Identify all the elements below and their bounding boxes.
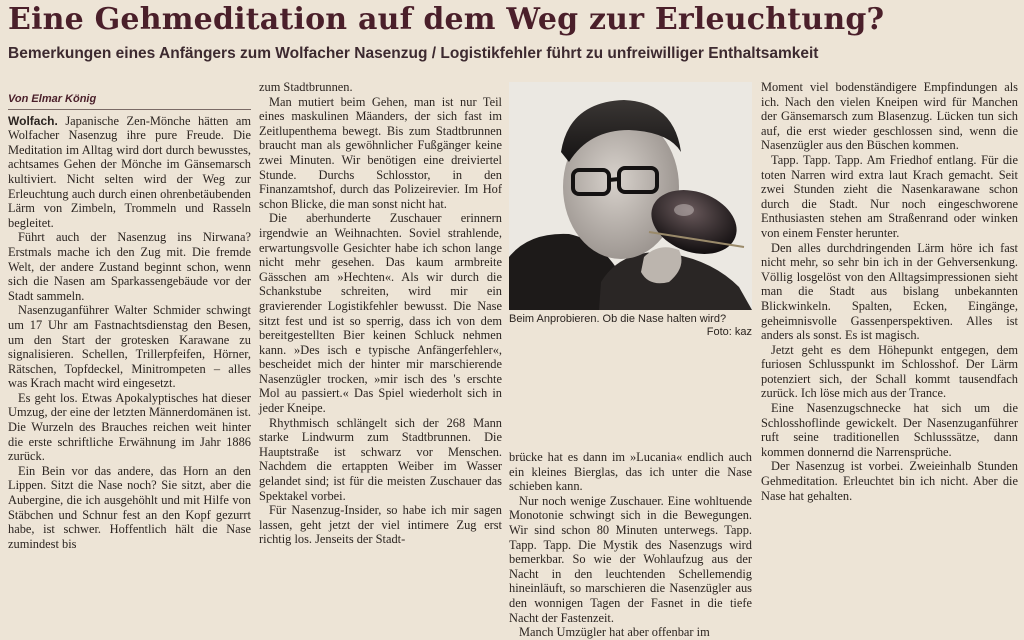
column-2 bbox=[259, 80, 502, 547]
paragraph: Es geht los. Etwas Apokalyptisches hat dieser Umzug, der eine der letzten Männerdomänen ist. Die Wurzeln des Brauches reichen weit hinter die erste schriftliche Erwähnung im Jahr 1886 zurück. bbox=[8, 390, 251, 464]
photo-caption-block bbox=[509, 313, 752, 339]
paragraph: Eine Nasenzugschnecke hat sich um die Schlosshoflinde gewickelt. Der Nasenzuganführer ruft seine traditionellen Schlusssätze, dann kommen donnernd die Narrensprüche. bbox=[761, 401, 1018, 459]
subheadline: Bemerkungen eines Anfängers zum Wolfacher Nasenzug / Logistikfehler führt zu unfreiwilliger Enthaltsamkeit bbox=[8, 45, 819, 62]
photo-caption: Beim Anprobieren. Ob die Nase halten wird? bbox=[509, 313, 727, 325]
column-1 bbox=[8, 92, 251, 551]
paragraph: Den alles durchdringenden Lärm höre ich fast nicht mehr, so sehr bin ich in der Gehversenkung. Völlig losgelöst von den Alltagsimpressionen sieht man die Stadt aus bislang unbekannten Blickwinkeln. Spalten, Ecken, Eingänge, geheimnisvolle Gassenperspektiven. Alles ist anders als sonst. Es ist magisch. bbox=[761, 240, 1018, 343]
paragraph: Man mutiert beim Gehen, man ist nur Teil eines maskulinen Mäanders, der sich fast im Zeitlupenthema bewegt. Bis zum Stadtbrunnen braucht man als gewöhnlicher Fußgänger keine zwei Minuten. Wir benötigen eine dreiviertel Stunde. Durchs Schlosstor, in den Finanzamtshof, durch das Polizeirevier. Im Hof schon Blicke, die man sonst nicht hat. bbox=[259, 94, 502, 211]
photo-credit: Foto: kaz bbox=[706, 326, 752, 338]
headline: Eine Gehmeditation auf dem Weg zur Erleuchtung? bbox=[8, 2, 885, 37]
byline: Von Elmar König bbox=[8, 92, 251, 110]
paragraph-text: Japanische Zen-Mönche hätten am Wolfacher Nasenzug ihre pure Freude. Die Meditation im Alltag wird dort durch bewusstes, achtsames Gehen der Mönche im Gänsemarsch kultiviert. Nicht selten wird der Weg zur Erleuchtung auch durch einen ohrenbetäubenden Lärm von Zimbeln, Trommeln und Rasseln begleitet. bbox=[8, 113, 251, 230]
paragraph: Der Nasenzug ist vorbei. Zweieinhalb Stunden Gehmeditation. Erleuchtet bin ich nicht. Aber die Nase hat gehalten. bbox=[761, 459, 1018, 503]
paragraph: Für Nasenzug-Insider, so habe ich mir sagen lassen, geht jetzt der viel intimere Zug erst richtig los. Jenseits der Stadt- bbox=[259, 503, 502, 547]
column-3 bbox=[509, 450, 752, 640]
paragraph: zum Stadtbrunnen. bbox=[259, 80, 353, 94]
paragraph: Rhythmisch schlängelt sich der 268 Mann starke Lindwurm zum Stadtbrunnen. Die Hauptstraße ist schwarz vor Menschen. Nachdem die ertappten Weiber im Wasser gelandet sind; ist für die meisten Zuschauer das Spektakel vorbei. bbox=[259, 415, 502, 503]
paragraph: Ein Bein vor das andere, das Horn an den Lippen. Sitzt die Nase noch? Sie sitzt, aber die Aubergine, die ich ausgehöhlt und mit Hilfe von Stäbchen und Schnur fest an den Kopf gezurrt habe, ist schwer. Hoffentlich hält die Nase zumindest bis bbox=[8, 463, 251, 551]
article-photo bbox=[509, 82, 752, 310]
photo-illustration bbox=[509, 82, 752, 310]
paragraph: Manch Umzügler hat aber offenbar im bbox=[519, 625, 710, 640]
paragraph: Führt auch der Nasenzug ins Nirwana? Erstmals mache ich den Zug mit. Die fremde Welt, der andere Zustand beginnt schon, wenn sich die Nasen am Sparkassengebäude vor der Stadt sammeln. bbox=[8, 230, 251, 303]
column-4 bbox=[761, 80, 1018, 503]
dateline: Wolfach. bbox=[8, 113, 58, 128]
paragraph bbox=[8, 114, 251, 231]
paragraph: brücke hat es dann im »Lucania« endlich auch ein kleines Bierglas, das ich unter die Nase schieben kann. bbox=[509, 450, 752, 494]
paragraph: Nasenzuganführer Walter Schmider schwingt um 17 Uhr am Fastnachtsdienstag den Besen, um den Start der grotesken Karawane zu signalisieren. Schellen, Trillerpfeifen, Hörner, Rätschen, Topfdeckel, Minitrompeten – alles was Krach macht wird eingesetzt. bbox=[8, 303, 251, 391]
paragraph: Die aberhunderte Zuschauer erinnern irgendwie an Weihnachten. Soviel strahlende, erwartungsvolle Gesichter habe ich schon lange nicht mehr gesehen. Das kaum armbreite Gässchen am »Hechten«. Als wir durch die Schankstube schreiten, wird mir ein gravierender Logistikfehler bewusst. Die Nase sitzt fest und ist so sperrig, dass ich von dem bereitgestellten Bier keinen Schluck nehmen kann. »Des isch e typische Anfängerfehler«, bescheidet mich der hinter mir marschierende Nasenzügler trocken, »mir isch des 's erschte Mol au passiert.« Das Spiel wiederholt sich in jeder Kneipe. bbox=[259, 211, 502, 416]
paragraph: Nur noch wenige Zuschauer. Eine wohltuende Monotonie schwingt sich in die Bewegungen. Wir sind schon 80 Minuten unterwegs. Tapp. Tapp. Tapp. Die Mystik des Nasenzugs wird bemerkbar. So wie der Wohlaufzug aus der Nacht in den leuchtenden Schellemendig hineinläuft, so marschieren die Nasenzügler aus den wonnigen Tagen der Fasnet in die tiefe Nacht der Fastenzeit. bbox=[509, 493, 752, 625]
paragraph: Moment viel bodenständigere Empfindungen als ich. Nach den vielen Kneipen wird für Manchen der Gänsemarsch zum Blasenzug. Lücken tun sich auf, die erst wieder geschlossen sind, wenn die Nasenzügler aus den Büschen kommen. bbox=[761, 80, 1018, 153]
paragraph: Jetzt geht es dem Höhepunkt entgegen, dem furiosen Schlusspunkt im Schlosshof. Der Lärm potenziert sich, der Schall kommt tausendfach zurück. Ich löse mich aus der Trance. bbox=[761, 342, 1018, 401]
paragraph: Tapp. Tapp. Tapp. Am Friedhof entlang. Für die toten Narren wird extra laut Krach gemacht. Seit zwei Stunden zieht die Nasenkarawane schon durch die Stadt. Nur noch eingeschworene Enthusiasten stehen am Straßenrand oder winken von einem Fenster herunter. bbox=[761, 152, 1018, 240]
